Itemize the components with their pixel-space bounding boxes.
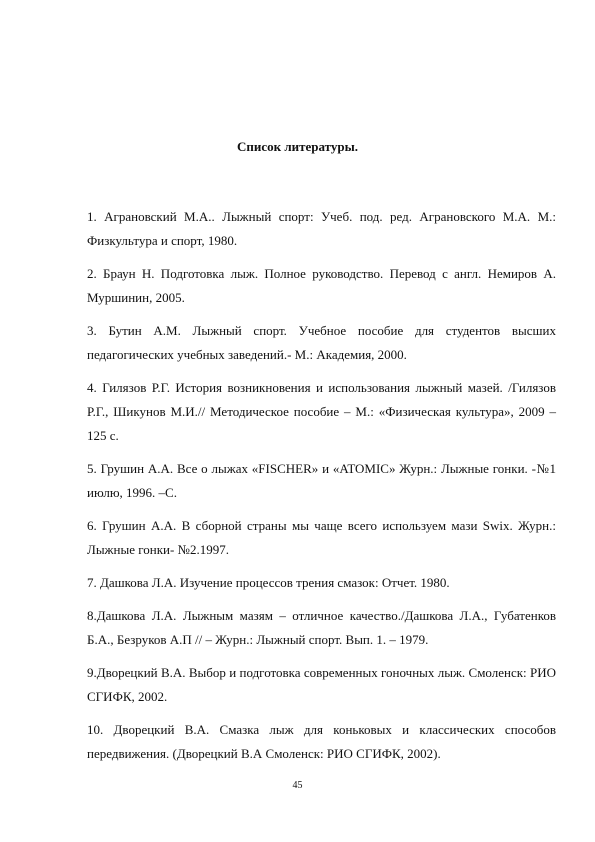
reference-item: 7. Дашкова Л.А. Изучение процессов трения смазок: Отчет. 1980. — [87, 575, 450, 590]
reference-item: 5. Грушин А.А. Все о лыжах «FISCHER» и «ATOMIC» Журн.: Лыжные гонки. -№1 июлю, 1996. –С. — [87, 461, 556, 500]
page-title: Список литературы. — [236, 139, 359, 154]
reference-item: 3. Бутин А.М. Лыжный спорт. Учебное пособие для студентов высших педагогических учебных заведений.- М.: Академия, 2000. — [87, 323, 556, 362]
reference-item: 1. Аграновский М.А.. Лыжный спорт: Учеб. под. ред. Аграновского М.А. М.: Физкультура и спорт, 1980. — [87, 209, 556, 248]
reference-list — [87, 205, 556, 775]
reference-item: 4. Гилязов Р.Г. История возникновения и использования лыжный мазей. /Гилязов Р.Г., Шикунов М.И.// Методическое пособие – М.: «Физическая культура», 2009 –125 с. — [87, 380, 556, 443]
reference-item: 6. Грушин А.А. В сборной страны мы чаще всего используем мази Swix. Журн.: Лыжные гонки- №2.1997. — [87, 518, 556, 557]
page-number: 45 — [292, 780, 303, 791]
reference-item: 9.Дворецкий В.А. Выбор и подготовка современных гоночных лыж. Смоленск: РИО СГИФК, 2002. — [87, 665, 556, 704]
reference-item: 8.Дашкова Л.А. Лыжным мазям – отличное качество./Дашкова Л.А., Губатенков Б.А., Безруков А.П // – Журн.: Лыжный спорт. Вып. 1. – 1979. — [87, 608, 556, 647]
reference-item: 10. Дворецкий В.А. Смазка лыж для коньковых и классических способов передвижения. (Дворецкий В.А Смоленск: РИО СГИФК, 2002). — [87, 722, 556, 761]
reference-item: 2. Браун Н. Подготовка лыж. Полное руководство. Перевод с англ. Немиров А. Муршинин, 2005. — [87, 266, 556, 305]
